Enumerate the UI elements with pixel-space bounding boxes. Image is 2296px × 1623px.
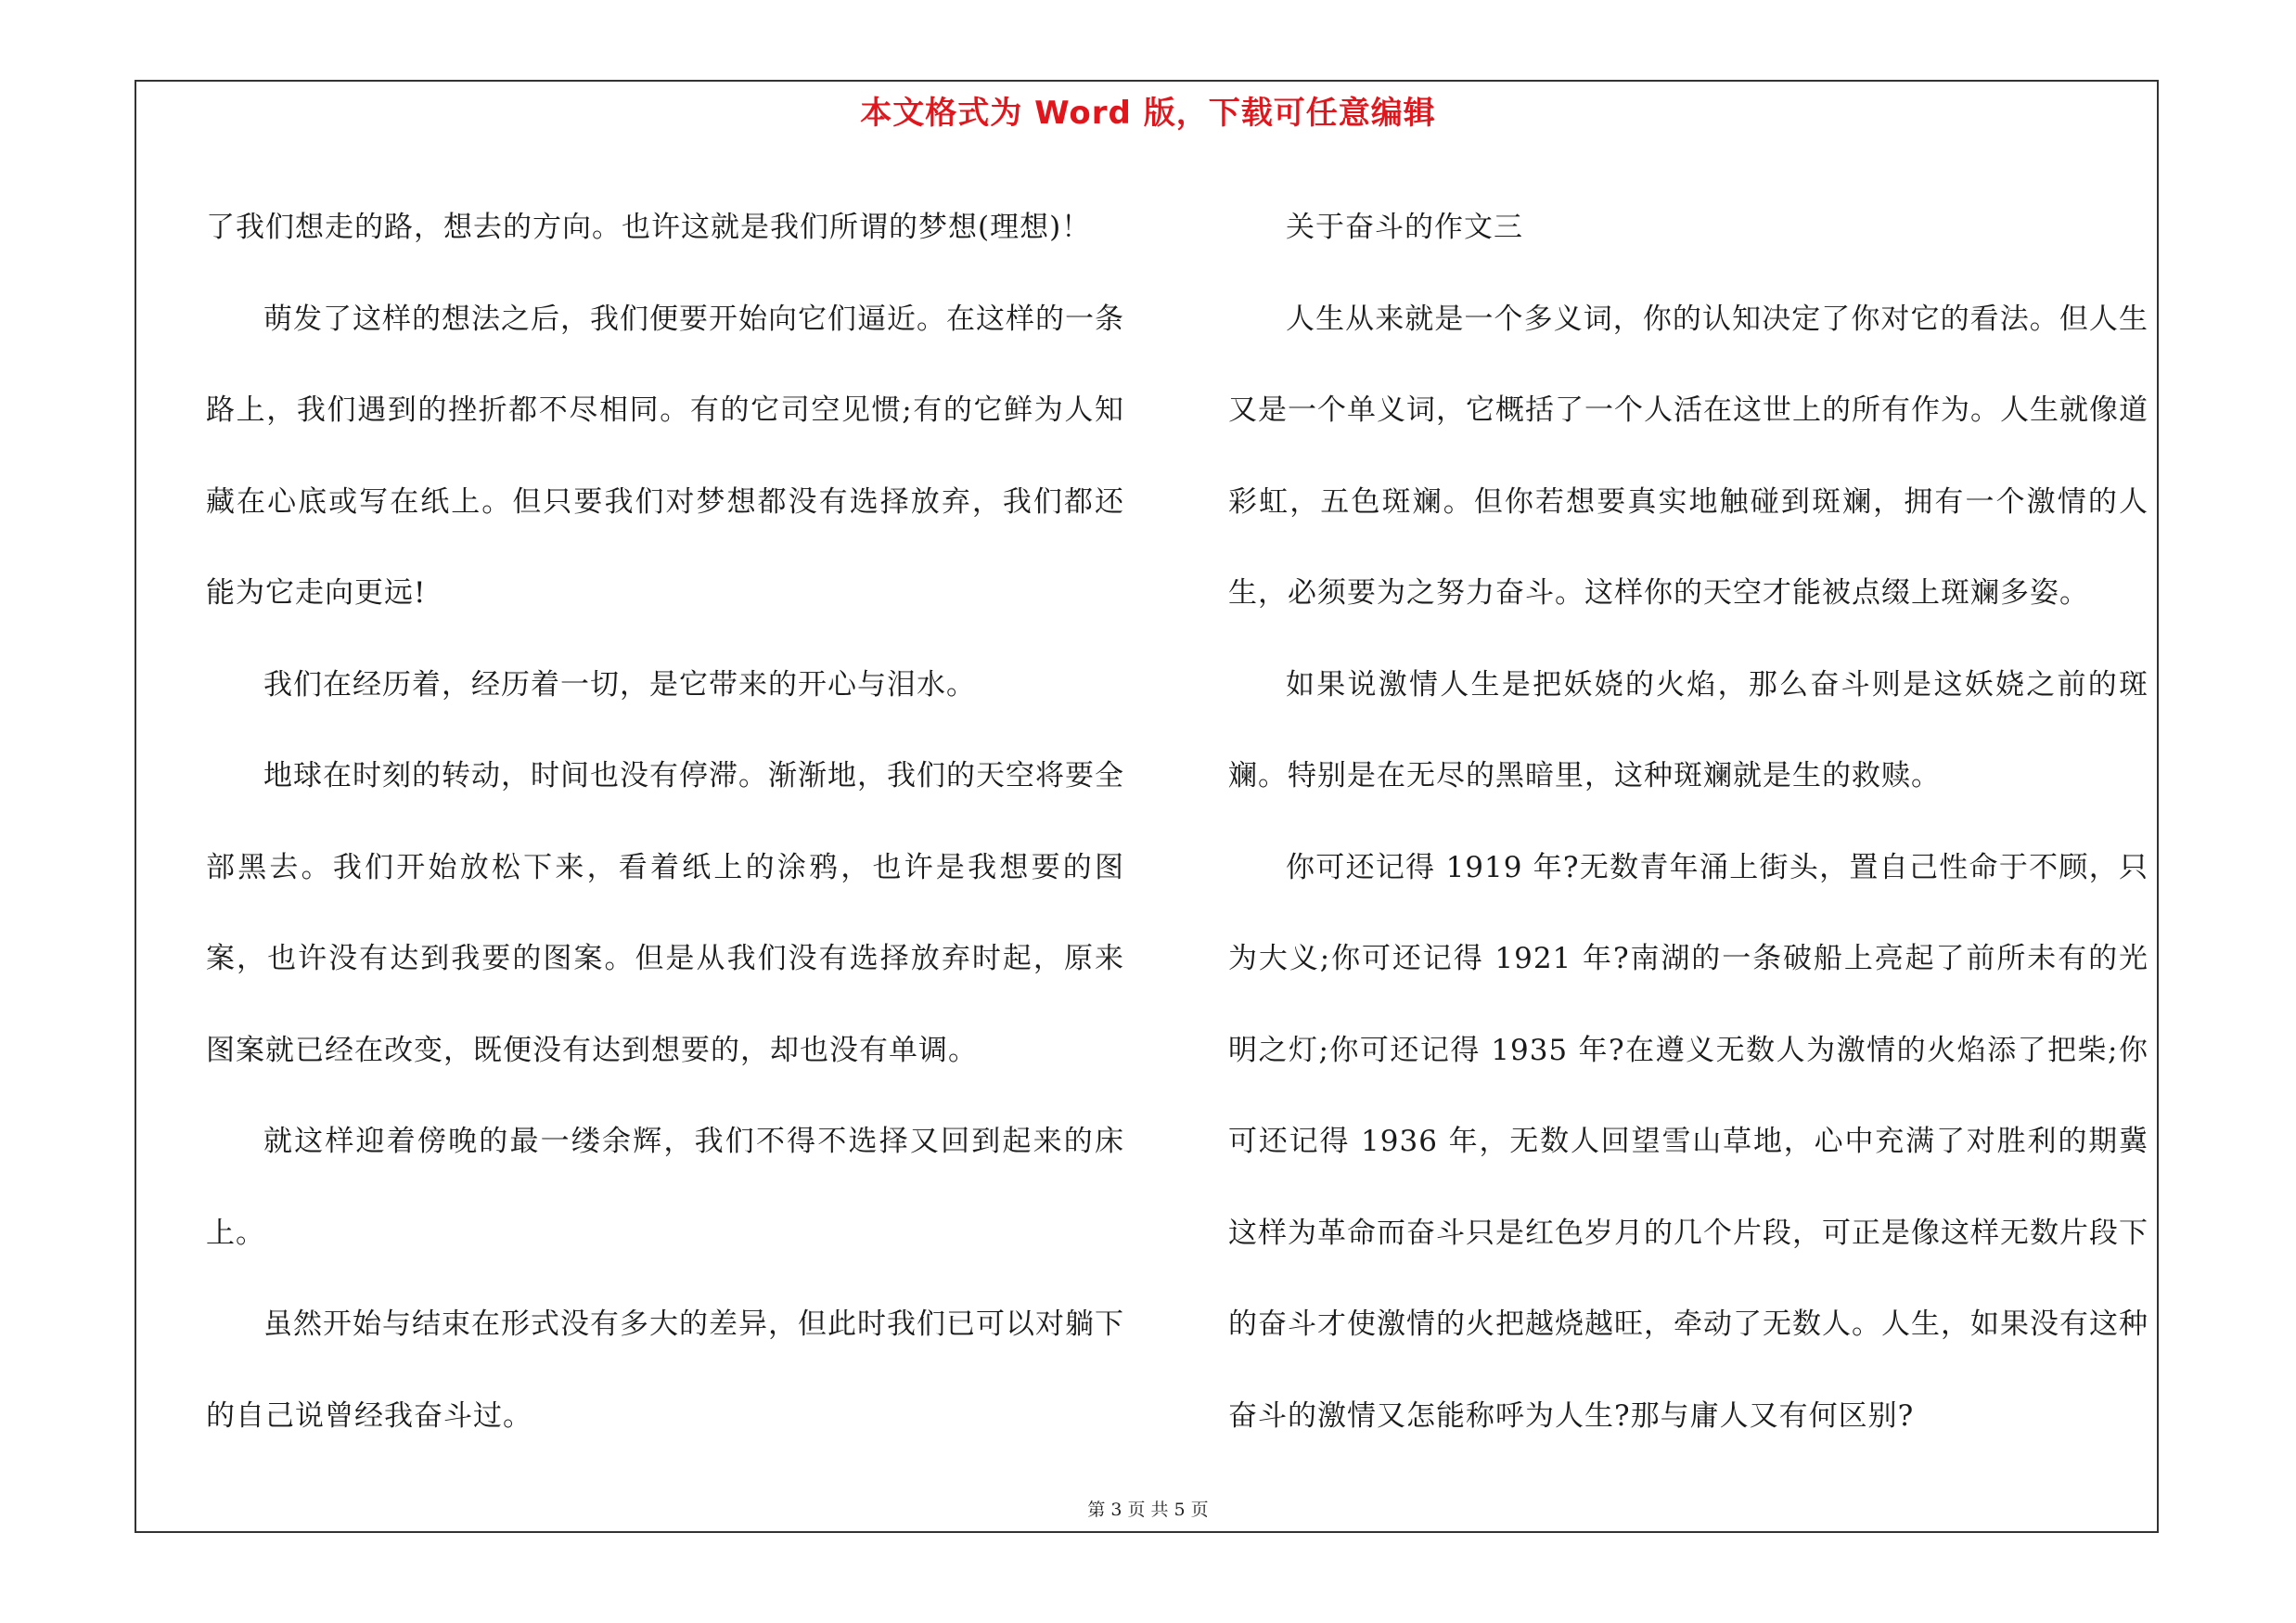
paragraph: 你可还记得 1919 年?无数青年涌上街头，置自己性命于不顾，只为大义;你可还记得 1921 年?南湖的一条破船上亮起了前所未有的光明之灯;你可还记得 1935 年?在遵义无数人为激情的火焰添了把柴;你可还记得 1936 年，无数人回望雪山草地，心中充满了对胜利的期冀这样为革命而奋斗只是红色岁月的几个片段，可正是像这样无数片段下的奋斗才使激情的火把越烧越旺，牵动了无数人。人生，如果没有这种奋斗的激情又怎能称呼为人生?那与庸人又有何区别? xyxy=(1228,850,2148,1433)
paragraph: 如果说激情人生是把妖娆的火焰，那么奋斗则是这妖娆之前的斑斓。特别是在无尽的黑暗里，这种斑斓就是生的救赎。 xyxy=(1228,667,2148,792)
paragraph: 虽然开始与结束在形式没有多大的差异，但此时我们已可以对躺下的自己说曾经我奋斗过。 xyxy=(206,1307,1124,1433)
paragraph: 就这样迎着傍晚的最一缕余辉，我们不得不选择又回到起来的床上。 xyxy=(206,1125,1124,1250)
paragraph: 了我们想走的路，想去的方向。也许这就是我们所谓的梦想(理想)！ xyxy=(206,211,1092,244)
right-column xyxy=(1228,182,2148,1462)
section-heading: 关于奋斗的作文三 xyxy=(1286,211,1523,244)
paragraph: 人生从来就是一个多义词，你的认知决定了你对它的看法。但人生又是一个单义词，它概括了一个人活在这世上的所有作为。人生就像道彩虹，五色斑斓。但你若想要真实地触碰到斑斓，拥有一个激情的人生，必须要为之努力奋斗。这样你的天空才能被点缀上斑斓多姿。 xyxy=(1228,302,2148,610)
paragraph: 地球在时刻的转动，时间也没有停滞。渐渐地，我们的天空将要全部黑去。我们开始放松下来，看着纸上的涂鸦，也许是我想要的图案，也许没有达到我要的图案。但是从我们没有选择放弃时起，原来图案就已经在改变，既便没有达到想要的，却也没有单调。 xyxy=(206,759,1124,1067)
left-column xyxy=(206,182,1124,1462)
format-banner: 本文格式为 Word 版，下载可任意编辑 xyxy=(860,95,1436,132)
page-number: 第 3 页 共 5 页 xyxy=(1087,1500,1209,1520)
paragraph: 萌发了这样的想法之后，我们便要开始向它们逼近。在这样的一条路上，我们遇到的挫折都不尽相同。有的它司空见惯;有的它鲜为人知藏在心底或写在纸上。但只要我们对梦想都没有选择放弃，我们都还能为它走向更远! xyxy=(206,302,1124,610)
paragraph: 我们在经历着，经历着一切，是它带来的开心与泪水。 xyxy=(263,667,976,702)
